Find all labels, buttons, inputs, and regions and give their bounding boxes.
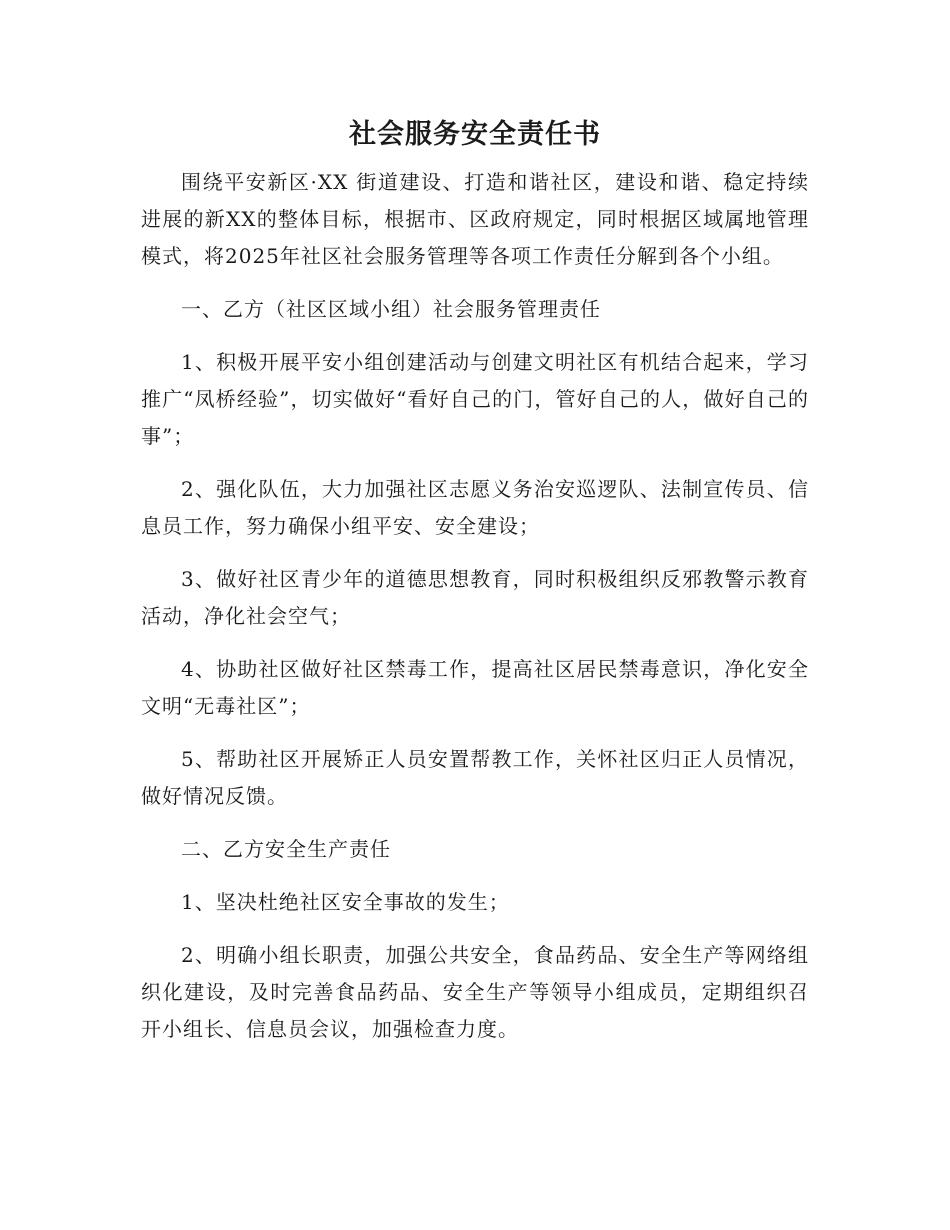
intro-paragraph: 围绕平安新区·XX 街道建设、打造和谐社区，建设和谐、稳定持续进展的新XX的整体目标，根据市、区政府规定，同时根据区域属地管理模式，将2025年社区社会服务管理等各项工作责任分解到各个小组。 bbox=[141, 170, 809, 268]
safety-production-item-1: 1、坚决杜绝社区安全事故的发生； bbox=[181, 890, 510, 914]
social-service-item-2: 2、强化队伍，大力加强社区志愿义务治安巡逻队、法制宣传员、信息员工作，努力确保小组平安、安全建设； bbox=[141, 477, 809, 538]
social-service-item-4: 4、协助社区做好社区禁毒工作，提高社区居民禁毒意识，净化安全文明“无毒社区”； bbox=[141, 657, 809, 718]
safety-production-item-2: 2、明确小组长职责，加强公共安全，食品药品、安全生产等网络组织化建设，及时完善食品药品、安全生产等领导小组成员，定期组织召开小组长、信息员会议，加强检查力度。 bbox=[141, 943, 809, 1041]
section-heading-safety-production: 二、乙方安全生产责任 bbox=[181, 837, 391, 861]
document-title: 社会服务安全责任书 bbox=[349, 119, 601, 150]
social-service-item-1: 1、积极开展平安小组创建活动与创建文明社区有机结合起来，学习推广“凤桥经验”，切实做好“看好自己的门，管好自己的人，做好自己的事”； bbox=[141, 350, 809, 448]
social-service-item-5: 5、帮助社区开展矫正人员安置帮教工作，关怀社区归正人员情况，做好情况反馈。 bbox=[141, 747, 809, 808]
document-body bbox=[141, 164, 809, 1064]
section-heading-social-service: 一、乙方（社区区域小组）社会服务管理责任 bbox=[181, 297, 601, 321]
social-service-item-3: 3、做好社区青少年的道德思想教育，同时积极组织反邪教警示教育活动，净化社会空气； bbox=[141, 567, 809, 628]
